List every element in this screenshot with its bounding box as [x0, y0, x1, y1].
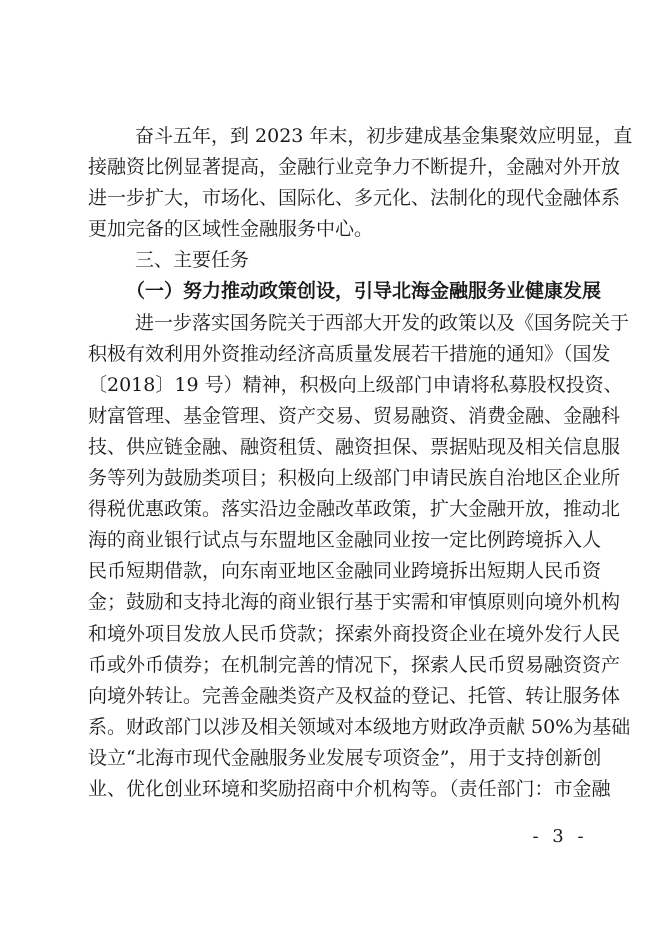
- text-line: 〔2018〕19 号）精神，积极向上级部门申请将私募股权投资、: [88, 373, 623, 396]
- text-line: 设立“北海市现代金融服务业发展专项资金”，用于支持创新创: [88, 746, 602, 769]
- text-line: 更加完备的区域性金融服务中心。: [88, 218, 374, 241]
- text-line: 接融资比例显著提高，金融行业竞争力不断提升，金融对外开放: [88, 156, 621, 179]
- text-line: 币或外币债券；在机制完善的情况下，探索人民币贸易融资资产: [88, 653, 621, 676]
- text-line: 积极有效利用外资推动经济高质量发展若干措施的通知》（国发: [88, 342, 611, 365]
- page-number: - 3 -: [532, 826, 588, 847]
- text-line: 和境外项目发放人民币贷款；探索外商投资企业在境外发行人民: [88, 622, 621, 645]
- section-heading: 三、主要任务: [135, 249, 250, 272]
- text-line: 业、优化创业环境和奖励招商中介机构等。（责任部门：市金融: [88, 777, 611, 800]
- text-line: 进一步扩大，市场化、国际化、多元化、法制化的现代金融体系: [88, 187, 621, 210]
- text-line: 技、供应链金融、融资租赁、融资担保、票据贴现及相关信息服: [88, 435, 621, 458]
- subsection-heading: （一）努力推动政策创设，引导北海金融服务业健康发展: [126, 280, 602, 303]
- text-line: 财富管理、基金管理、资产交易、贸易融资、消费金融、金融科: [88, 404, 621, 427]
- body-text: [88, 121, 633, 805]
- text-line: 海的商业银行试点与东盟地区金融同业按一定比例跨境拆入人: [88, 529, 602, 552]
- text-line: 民币短期借款，向东南亚地区金融同业跨境拆出短期人民币资: [88, 560, 602, 583]
- text-line: 金；鼓励和支持北海的商业银行基于实需和审慎原则向境外机构: [88, 591, 621, 614]
- text-line: 向境外转让。完善金融类资产及权益的登记、托管、转让服务体: [88, 684, 621, 707]
- text-line: 进一步落实国务院关于西部大开发的政策以及《国务院关于: [135, 311, 630, 334]
- text-line: 奋斗五年，到 2023 年末，初步建成基金集聚效应明显，直: [135, 125, 633, 147]
- text-line: 系。财政部门以涉及相关领域对本级地方财政净贡献 50%为基础: [88, 715, 631, 738]
- text-line: 务等列为鼓励类项目；积极向上级部门申请民族自治地区企业所: [88, 467, 621, 490]
- text-line: 得税优惠政策。落实沿边金融改革政策，扩大金融开放，推动北: [88, 498, 621, 521]
